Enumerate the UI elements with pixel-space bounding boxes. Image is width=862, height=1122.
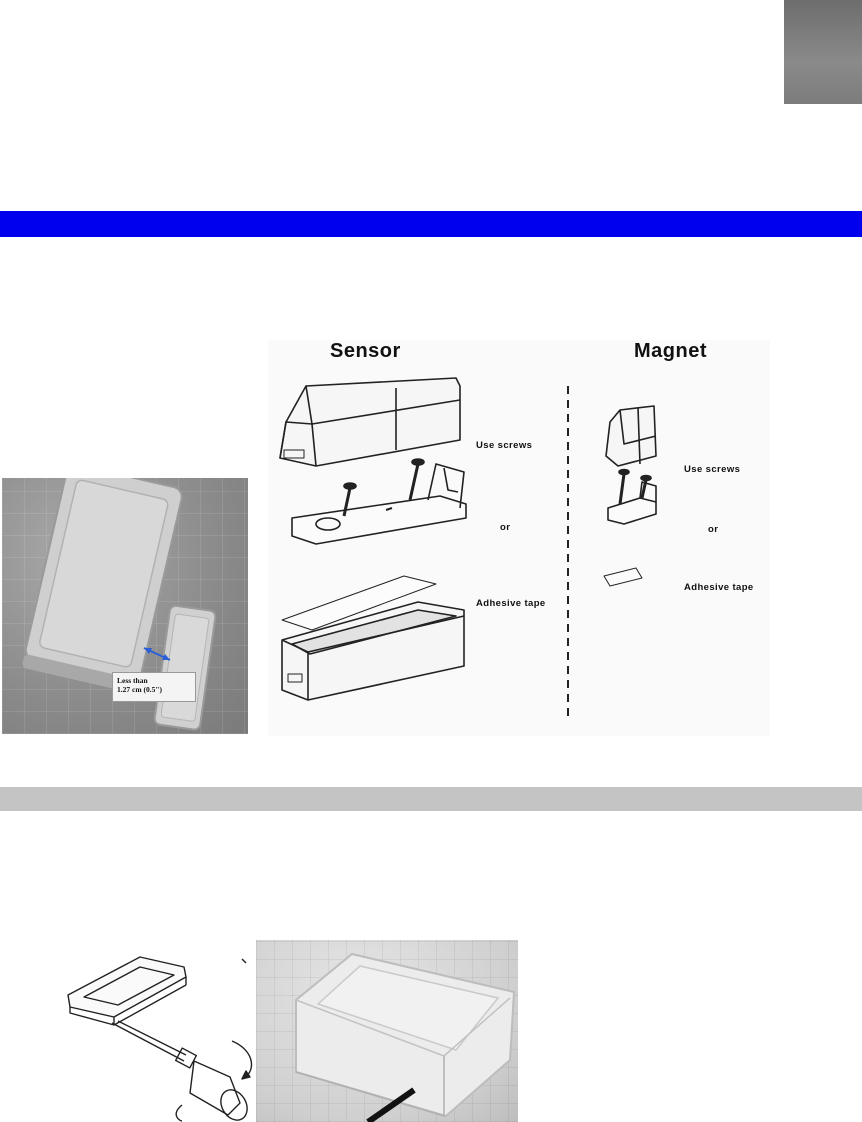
distance-caption-line1: Less than (117, 676, 148, 685)
mounting-diagram (268, 340, 770, 736)
sensor-heading: Sensor (330, 340, 401, 362)
sensor-or-label: or (500, 522, 511, 533)
magnet-use-screws-label: Use screws (684, 464, 741, 475)
distance-caption (112, 672, 196, 702)
distance-caption-line2: 1.27 cm (0.5") (117, 685, 162, 695)
sensor-opening-illustration (256, 940, 518, 1122)
magnet-heading: Magnet (634, 340, 707, 362)
mounting-drawings (268, 340, 770, 736)
section-header-bar (0, 211, 862, 237)
sensor-opening-photo (256, 940, 518, 1122)
magnet-adhesive-label: Adhesive tape (684, 582, 754, 593)
sensor-adhesive-label: Adhesive tape (476, 598, 546, 609)
sensor-magnet-photo (2, 478, 248, 734)
magnet-or-label: or (708, 524, 719, 535)
chapter-tab-marker (784, 0, 862, 104)
screwdriver-opening-drawing (60, 955, 256, 1122)
sensor-use-screws-label: Use screws (476, 440, 533, 451)
section-header-bar-secondary (0, 787, 862, 811)
